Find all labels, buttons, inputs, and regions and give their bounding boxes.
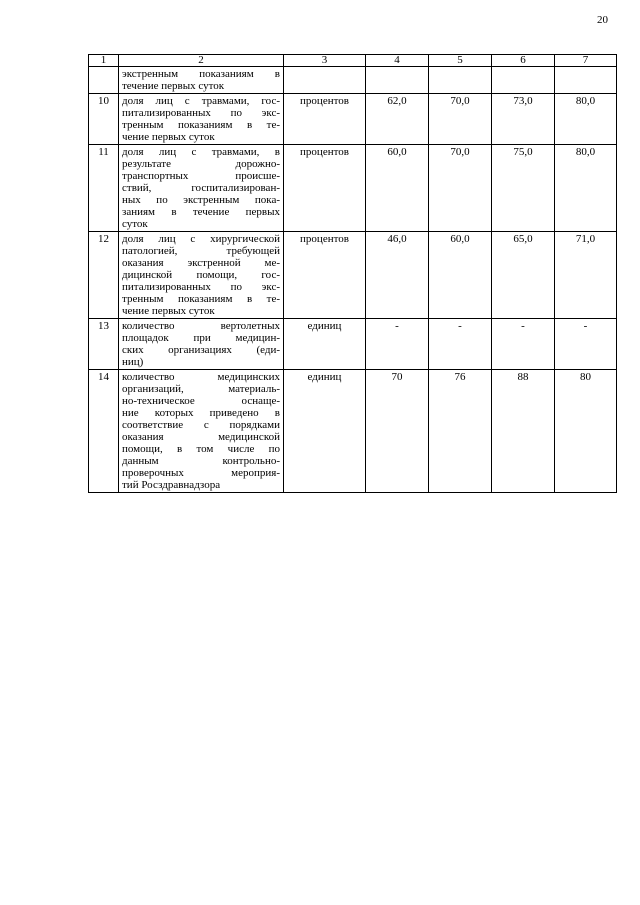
column-header: 4 xyxy=(366,55,429,67)
column-header: 5 xyxy=(429,55,492,67)
value-cell: 62,0 xyxy=(366,94,429,145)
indicator-name xyxy=(119,232,284,319)
value-cell: - xyxy=(555,319,617,370)
column-header: 7 xyxy=(555,55,617,67)
indicator-text-line: ских организациях (еди- xyxy=(122,344,280,356)
indicator-text-line: ниц) xyxy=(122,356,144,368)
page-number: 20 xyxy=(597,14,608,26)
value-cell: 73,0 xyxy=(492,94,555,145)
value-cell: 75,0 xyxy=(492,145,555,232)
indicator-text-line: тренным показаниям в те- xyxy=(122,119,280,131)
value-cell: 76 xyxy=(429,370,492,493)
value-cell: - xyxy=(429,319,492,370)
indicator-text-line: заниям в течение первых xyxy=(122,206,280,218)
table-row xyxy=(89,319,617,370)
table-row xyxy=(89,67,617,94)
row-number: 10 xyxy=(89,94,119,145)
indicator-text-line: доля лиц с хирургической xyxy=(122,233,280,245)
row-number: 12 xyxy=(89,232,119,319)
indicator-text-line: организаций, материаль- xyxy=(122,383,280,395)
unit-cell xyxy=(284,67,366,94)
row-number: 14 xyxy=(89,370,119,493)
indicator-text-line: ние которых приведено в xyxy=(122,407,280,419)
value-cell: 60,0 xyxy=(429,232,492,319)
indicator-name xyxy=(119,145,284,232)
value-cell: 80 xyxy=(555,370,617,493)
indicator-text-line: количество медицинских xyxy=(122,371,280,383)
unit-cell: процентов xyxy=(284,232,366,319)
value-cell: 65,0 xyxy=(492,232,555,319)
indicator-text-line: дицинской помощи, гос- xyxy=(122,269,280,281)
indicator-text-line: оказания экстренной ме- xyxy=(122,257,280,269)
unit-cell: единиц xyxy=(284,319,366,370)
indicator-text-line: доля лиц с травмами, в xyxy=(122,146,280,158)
unit-cell: единиц xyxy=(284,370,366,493)
table-row xyxy=(89,370,617,493)
row-number xyxy=(89,67,119,94)
indicator-text-line: питализированных по экс- xyxy=(122,107,280,119)
value-cell: - xyxy=(492,319,555,370)
row-number: 13 xyxy=(89,319,119,370)
table-row xyxy=(89,145,617,232)
value-cell: 80,0 xyxy=(555,94,617,145)
indicator-text-line: транспортных происше- xyxy=(122,170,280,182)
table-row xyxy=(89,94,617,145)
value-cell: - xyxy=(366,319,429,370)
indicator-name xyxy=(119,94,284,145)
value-cell xyxy=(429,67,492,94)
indicator-text-line: оказания медицинской xyxy=(122,431,280,443)
value-cell: 70,0 xyxy=(429,94,492,145)
indicators-table xyxy=(88,54,617,493)
value-cell: 60,0 xyxy=(366,145,429,232)
indicator-text-line: течение первых суток xyxy=(122,80,225,92)
unit-cell: процентов xyxy=(284,145,366,232)
indicator-text-line: ных по экстренным пока- xyxy=(122,194,280,206)
value-cell xyxy=(555,67,617,94)
indicator-text-line: результате дорожно- xyxy=(122,158,280,170)
value-cell: 70 xyxy=(366,370,429,493)
value-cell: 80,0 xyxy=(555,145,617,232)
table-row xyxy=(89,232,617,319)
indicator-text-line: данным контрольно- xyxy=(122,455,280,467)
indicator-text-line: но-техническое оснаще- xyxy=(122,395,280,407)
value-cell xyxy=(492,67,555,94)
indicator-text-line: проверочных мероприя- xyxy=(122,467,280,479)
indicator-text-line: патологией, требующей xyxy=(122,245,280,257)
value-cell xyxy=(366,67,429,94)
indicator-text-line: тий Росздравнадзора xyxy=(122,479,221,491)
indicator-text-line: питализированных по экс- xyxy=(122,281,280,293)
indicator-text-line: доля лиц с травмами, гос- xyxy=(122,95,280,107)
table-header-row xyxy=(89,55,617,67)
value-cell: 71,0 xyxy=(555,232,617,319)
indicator-text-line: соответствие с порядками xyxy=(122,419,280,431)
indicator-text-line: количество вертолетных xyxy=(122,320,280,332)
indicator-text-line: чение первых суток xyxy=(122,305,215,317)
value-cell: 70,0 xyxy=(429,145,492,232)
indicator-text-line: экстренным показаниям в xyxy=(122,68,280,80)
value-cell: 46,0 xyxy=(366,232,429,319)
value-cell: 88 xyxy=(492,370,555,493)
indicator-text-line: ствий, госпитализирован- xyxy=(122,182,280,194)
indicator-text-line: помощи, в том числе по xyxy=(122,443,280,455)
column-header: 3 xyxy=(284,55,366,67)
column-header: 2 xyxy=(119,55,284,67)
unit-cell: процентов xyxy=(284,94,366,145)
indicator-name xyxy=(119,67,284,94)
indicator-name xyxy=(119,319,284,370)
indicator-text-line: чение первых суток xyxy=(122,131,215,143)
table-body xyxy=(89,55,617,493)
indicator-text-line: суток xyxy=(122,218,148,230)
indicator-text-line: площадок при медицин- xyxy=(122,332,280,344)
indicator-name xyxy=(119,370,284,493)
column-header: 6 xyxy=(492,55,555,67)
indicator-text-line: тренным показаниям в те- xyxy=(122,293,280,305)
row-number: 11 xyxy=(89,145,119,232)
column-header: 1 xyxy=(89,55,119,67)
